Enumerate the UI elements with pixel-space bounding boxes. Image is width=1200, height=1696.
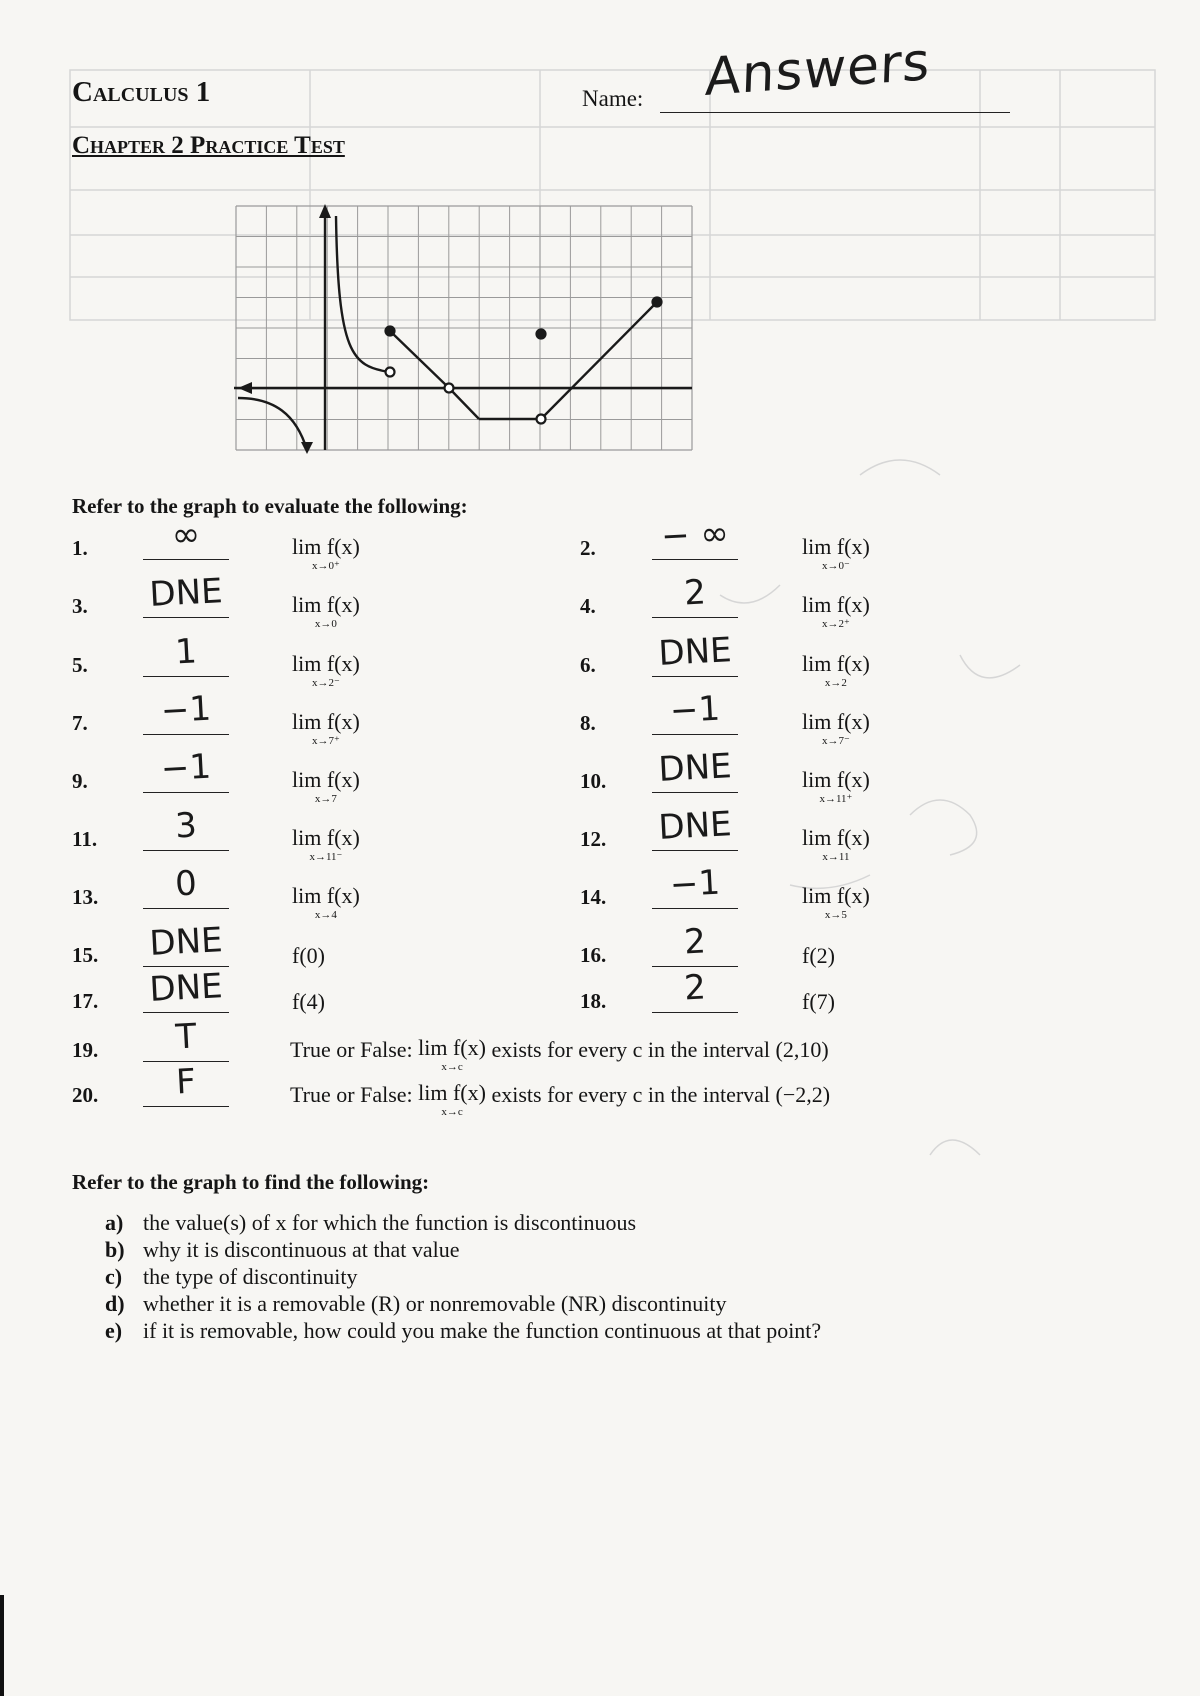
limit-text: lim f(x) xyxy=(802,534,870,559)
answer-blank-line xyxy=(652,850,738,851)
limit-expression xyxy=(802,769,870,805)
answer-blank-line xyxy=(143,676,229,677)
limit-subscript: x→7 xyxy=(314,793,337,805)
question-item xyxy=(105,1317,821,1344)
answer-blank-line xyxy=(143,850,229,851)
question-text: the type of discontinuity xyxy=(143,1264,358,1289)
answer-blank-line xyxy=(652,676,738,677)
true-false-prefix: True or False: xyxy=(290,1037,413,1062)
limit-expression xyxy=(418,1082,486,1118)
question-text: why it is discontinuous at that value xyxy=(143,1237,460,1262)
handwritten-answer: −1 xyxy=(668,862,722,906)
handwritten-answer: 2 xyxy=(683,921,707,963)
limit-expression xyxy=(802,885,870,921)
answer-blank-line xyxy=(143,1106,229,1107)
question-item xyxy=(105,1290,821,1317)
answer-blank-line xyxy=(143,792,229,793)
limit-subscript: x→c xyxy=(441,1061,463,1073)
question-letter: e) xyxy=(105,1318,123,1343)
limit-subscript: x→0 xyxy=(314,618,337,630)
limit-expression xyxy=(292,769,360,805)
section2-heading: Refer to the graph to find the following: xyxy=(72,1170,430,1194)
question-letter: c) xyxy=(105,1264,123,1289)
function-graph xyxy=(234,204,694,456)
limit-subscript: x→c xyxy=(441,1106,463,1118)
answer-blank-line xyxy=(652,734,738,735)
limit-expression xyxy=(802,711,870,747)
answer-blank-line xyxy=(143,908,229,909)
item-number: 2. xyxy=(580,536,596,560)
item-number: 5. xyxy=(72,653,88,677)
limit-expression xyxy=(802,536,870,572)
item-number: 17. xyxy=(72,989,99,1013)
question-item xyxy=(105,1209,821,1236)
limit-subscript: x→11⁻ xyxy=(309,851,343,863)
limit-text: lim f(x) xyxy=(418,1035,486,1060)
limit-text: lim f(x) xyxy=(802,767,870,792)
limit-subscript: x→2 xyxy=(824,677,847,689)
item-number: 7. xyxy=(72,711,88,735)
limit-expression xyxy=(802,653,870,689)
limit-expression xyxy=(418,1037,486,1073)
limit-text: lim f(x) xyxy=(292,534,360,559)
limit-expression xyxy=(292,536,360,572)
limit-subscript: x→2⁻ xyxy=(312,677,340,689)
limit-expression xyxy=(292,885,360,921)
handwritten-answer: DNE xyxy=(148,571,224,615)
limit-subscript: x→0⁺ xyxy=(312,560,340,572)
handwritten-answer: DNE xyxy=(657,746,733,790)
limit-subscript: x→11 xyxy=(822,851,850,863)
answer-blank-line xyxy=(652,908,738,909)
limit-subscript: x→5 xyxy=(824,909,847,921)
limit-expression xyxy=(292,594,360,630)
handwritten-answer: DNE xyxy=(657,804,733,848)
limit-text: lim f(x) xyxy=(292,883,360,908)
limit-text: lim f(x) xyxy=(292,709,360,734)
item-number: 15. xyxy=(72,943,99,967)
name-label: Name: xyxy=(582,86,644,111)
handwritten-answer: −1 xyxy=(159,746,213,790)
true-false-statement xyxy=(290,1082,830,1118)
handwritten-answer: ∞ xyxy=(170,514,202,556)
handwritten-answer: F xyxy=(175,1061,197,1103)
item-number: 11. xyxy=(72,827,98,851)
question-letter: d) xyxy=(105,1291,125,1316)
question-letter: b) xyxy=(105,1237,125,1262)
item-number: 18. xyxy=(580,989,607,1013)
question-text: the value(s) of x for which the function is discontinuous xyxy=(143,1210,637,1235)
item-number: 3. xyxy=(72,594,88,618)
item-number: 4. xyxy=(580,594,596,618)
limit-text: lim f(x) xyxy=(292,825,360,850)
question-item xyxy=(105,1236,821,1263)
limit-expression xyxy=(802,827,870,863)
answer-blank-line xyxy=(143,734,229,735)
discontinuity-question-list xyxy=(105,1209,821,1344)
limit-subscript: x→4 xyxy=(314,909,337,921)
limit-text: lim f(x) xyxy=(418,1080,486,1105)
question-letter: a) xyxy=(105,1210,124,1235)
handwritten-answer: − ∞ xyxy=(660,513,730,557)
item-number: 13. xyxy=(72,885,99,909)
answer-blank-line xyxy=(143,559,229,560)
answer-blank-line xyxy=(143,1012,229,1013)
question-text: whether it is a removable (R) or nonremovable (NR) discontinuity xyxy=(143,1291,727,1316)
limit-text: lim f(x) xyxy=(802,825,870,850)
answer-blank-line xyxy=(652,617,738,618)
limit-expression xyxy=(292,653,360,689)
handwritten-answer: 2 xyxy=(683,967,707,1009)
function-value-expression: f(2) xyxy=(802,943,835,968)
name-handwritten-value: Answers xyxy=(704,31,932,109)
limit-subscript: x→7⁺ xyxy=(312,735,340,747)
handwritten-answer: −1 xyxy=(668,688,722,732)
name-underline xyxy=(660,112,1010,113)
limit-text: lim f(x) xyxy=(802,709,870,734)
item-number: 19. xyxy=(72,1038,99,1062)
handwritten-answer: 3 xyxy=(174,805,198,847)
item-number: 6. xyxy=(580,653,596,677)
function-value-expression: f(4) xyxy=(292,989,325,1014)
answer-blank-line xyxy=(652,792,738,793)
true-false-statement xyxy=(290,1037,829,1073)
limit-expression xyxy=(292,711,360,747)
limit-text: lim f(x) xyxy=(802,883,870,908)
handwritten-answer: DNE xyxy=(148,920,224,964)
item-number: 14. xyxy=(580,885,607,909)
answer-blank-line xyxy=(652,1012,738,1013)
answer-blank-line xyxy=(652,559,738,560)
limit-expression xyxy=(292,827,360,863)
limit-subscript: x→0⁻ xyxy=(822,560,850,572)
limit-subscript: x→7⁻ xyxy=(822,735,850,747)
handwritten-answer: −1 xyxy=(159,688,213,732)
limit-text: lim f(x) xyxy=(292,592,360,617)
limit-subscript: x→11⁺ xyxy=(819,793,853,805)
function-value-expression: f(0) xyxy=(292,943,325,968)
item-number: 16. xyxy=(580,943,607,967)
function-value-expression: f(7) xyxy=(802,989,835,1014)
item-number: 9. xyxy=(72,769,88,793)
scan-edge-shadow xyxy=(0,1595,4,1696)
limit-text: lim f(x) xyxy=(292,651,360,676)
handwritten-answer: T xyxy=(174,1016,198,1058)
item-number: 10. xyxy=(580,769,607,793)
true-false-text: exists for every c in the interval (−2,2) xyxy=(491,1082,831,1107)
answer-blank-line xyxy=(143,617,229,618)
answer-blank-line xyxy=(652,966,738,967)
section1-heading: Refer to the graph to evaluate the following: xyxy=(72,494,468,518)
item-number: 20. xyxy=(72,1083,99,1107)
limit-text: lim f(x) xyxy=(802,651,870,676)
course-title: Calculus 1 xyxy=(72,76,211,108)
handwritten-answer: 2 xyxy=(683,572,707,614)
limit-expression xyxy=(802,594,870,630)
chapter-title: Chapter 2 Practice Test xyxy=(72,132,345,159)
limit-text: lim f(x) xyxy=(292,767,360,792)
limit-text: lim f(x) xyxy=(802,592,870,617)
handwritten-answer: DNE xyxy=(148,966,224,1010)
question-text: if it is removable, how could you make the function continuous at that point? xyxy=(143,1318,822,1343)
limit-subscript: x→2⁺ xyxy=(822,618,850,630)
item-number: 8. xyxy=(580,711,596,735)
true-false-text: exists for every c in the interval (2,10) xyxy=(491,1037,829,1062)
handwritten-answer: 1 xyxy=(174,631,198,673)
item-number: 12. xyxy=(580,827,607,851)
handwritten-answer: 0 xyxy=(174,863,198,905)
true-false-prefix: True or False: xyxy=(290,1082,413,1107)
handwritten-answer: DNE xyxy=(657,630,733,674)
item-number: 1. xyxy=(72,536,88,560)
question-item xyxy=(105,1263,821,1290)
